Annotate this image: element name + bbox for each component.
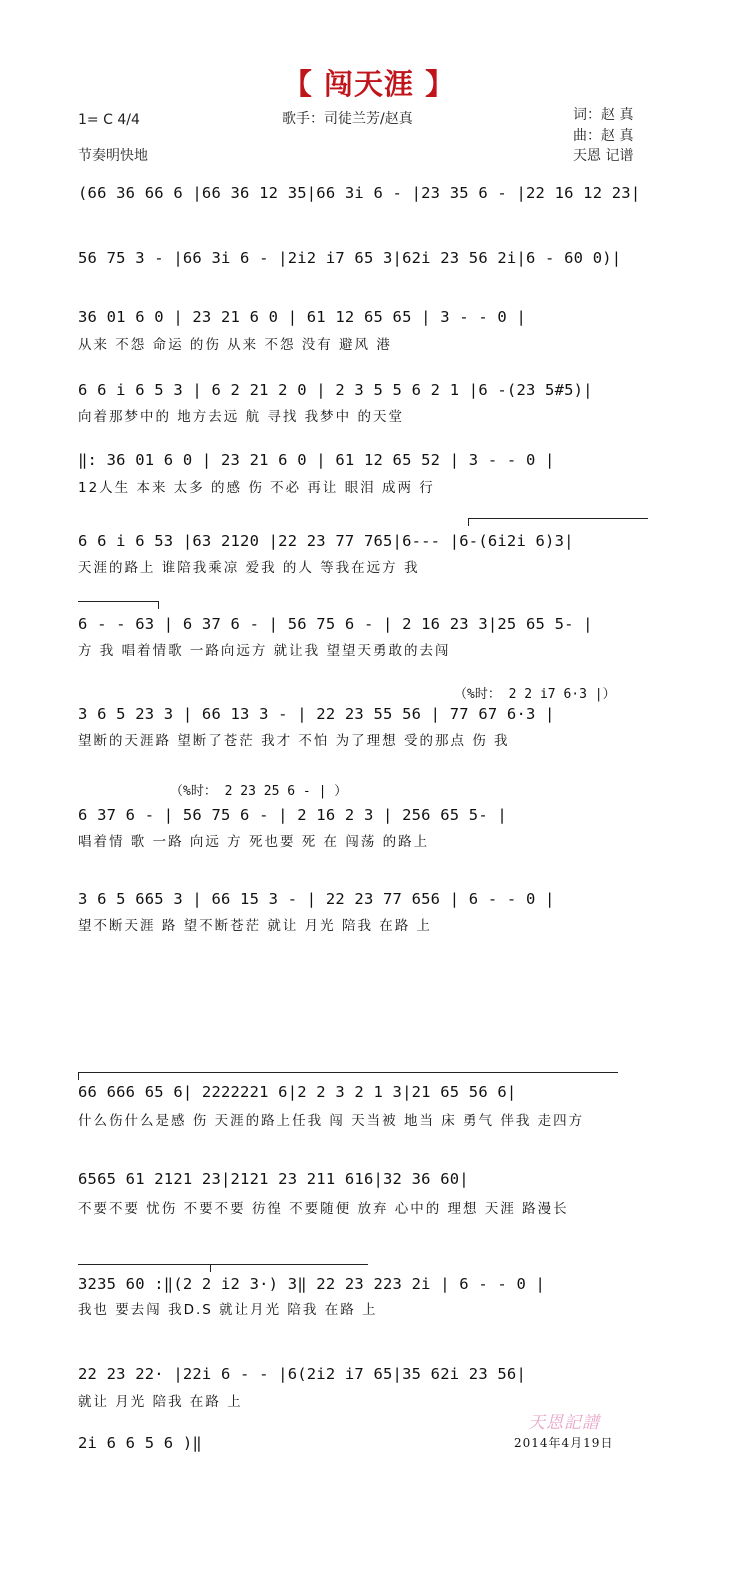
lyricist-credit: 词：赵 真 [573, 107, 634, 123]
notation-row-14: 22 23 22· |22i 6 - - |6(2i2 i7 65|35 62i 23 56| [78, 1365, 526, 1383]
notation-row-10: 3 6 5 665 3 | 66 15 3 - | 22 23 77 656 | 6 - - 0 | [78, 890, 555, 908]
lyric-row-9: 唱着情 歌 一路 向远 方 死也要 死 在 闯荡 的路上 [78, 834, 430, 850]
lyric-row-4: 向着那梦中的 地方去远 航 寻找 我梦中 的天堂 [78, 409, 404, 425]
ds-alternate-note-2: （%时： 2 23 25 6 - | ） [170, 784, 348, 799]
key-signature: 1= C 4/4 [78, 112, 140, 128]
notation-row-3: 36 01 6 0 | 23 21 6 0 | 61 12 65 65 | 3 - - 0 | [78, 308, 526, 326]
volta-tick [158, 601, 159, 609]
notation-row-5: ‖: 36 01 6 0 | 23 21 6 0 | 61 12 65 52 | 3 - - 0 | [78, 451, 555, 469]
volta-tick [468, 518, 469, 526]
notation-row-8: 3 6 5 23 3 | 66 13 3 - | 22 23 55 56 | 77 67 6·3 | [78, 705, 555, 723]
transcriber-credit: 天恩 记谱 [573, 148, 634, 164]
notation-row-13: 3235 60 :‖(2 2 i2 3·) 3‖ 22 23 223 2i | 6 - - 0 | [78, 1275, 546, 1293]
volta-bracket-3 [78, 1072, 618, 1073]
volta-bracket-2 [78, 601, 158, 602]
ds-alternate-note-1: （%时： 2 2 i7 6·3 |） [454, 687, 616, 702]
notation-row-4: 6 6 i 6 5 3 | 6 2 21 2 0 | 2 3 5 5 6 2 1 |6 -(23 5#5)| [78, 381, 593, 399]
volta-bracket-4 [78, 1264, 368, 1265]
volta-tick [78, 1072, 79, 1080]
notation-row-6: 6 6 i 6 53 |63 2120 |22 23 77 765|6--- |6-(6i2i 6)3| [78, 532, 574, 550]
lyric-row-3: 从来 不怨 命运 的伤 从来 不怨 没有 避风 港 [78, 337, 392, 353]
notation-row-2: 56 75 3 - |66 3i 6 - |2i2 i7 65 3|62i 23 56 2i|6 - 60 0)| [78, 249, 622, 267]
lyric-row-11: 什么伤什么是感 伤 天涯的路上任我 闯 天当被 地当 床 勇气 伴我 走四方 [78, 1113, 585, 1129]
notation-row-12: 6565 61 2121 23|2121 23 211 616|32 36 60| [78, 1170, 469, 1188]
lyric-row-7: 方 我 唱着情歌 一路向远方 就让我 望望天勇敢的去闯 [78, 643, 451, 659]
lyric-row-6: 天涯的路上 谁陪我乘凉 爱我 的人 等我在远方 我 [78, 560, 420, 576]
lyric-row-14: 就让 月光 陪我 在路 上 [78, 1394, 243, 1410]
lyric-row-8: 望断的天涯路 望断了苍茫 我才 不怕 为了理想 受的那点 伤 我 [78, 733, 510, 749]
notation-row-9: 6 37 6 - | 56 75 6 - | 2 16 2 3 | 256 65 5- | [78, 806, 507, 824]
composer-credit: 曲：赵 真 [573, 128, 634, 144]
volta-bracket-1 [468, 518, 648, 519]
lyric-row-12: 不要不要 忧伤 不要不要 彷徨 不要随便 放弃 心中的 理想 天涯 路漫长 [78, 1201, 569, 1217]
volta-tick [210, 1264, 211, 1272]
lyric-row-10: 望不断天涯 路 望不断苍茫 就让 月光 陪我 在路 上 [78, 918, 433, 934]
tempo-marking: 节奏明快地 [78, 148, 148, 164]
lyric-row-5: 12人生 本来 太多 的感 伤 不必 再让 眼泪 成两 行 [78, 480, 435, 496]
lyric-row-13: 我也 要去闯 我D.S 就让月光 陪我 在路 上 [78, 1302, 378, 1318]
notation-row-11: 66 666 65 6| 2222221 6|2 2 3 2 1 3|21 65 56 6| [78, 1083, 517, 1101]
song-title: 【 闯天涯 】 [282, 67, 456, 101]
singer-credit: 歌手：司徒兰芳/赵真 [282, 111, 413, 127]
notation-row-7: 6 - - 63 | 6 37 6 - | 56 75 6 - | 2 16 23 3|25 65 5- | [78, 615, 593, 633]
notation-row-15: 2i 6 6 5 6 )‖ [78, 1434, 202, 1452]
transcriber-stamp: 天恩記譜 [528, 1413, 600, 1433]
transcription-date: 2014年4月19日 [514, 1436, 614, 1450]
notation-row-1: (66 36 66 6 |66 36 12 35|66 3i 6 - |23 35 6 - |22 16 12 23| [78, 184, 641, 202]
